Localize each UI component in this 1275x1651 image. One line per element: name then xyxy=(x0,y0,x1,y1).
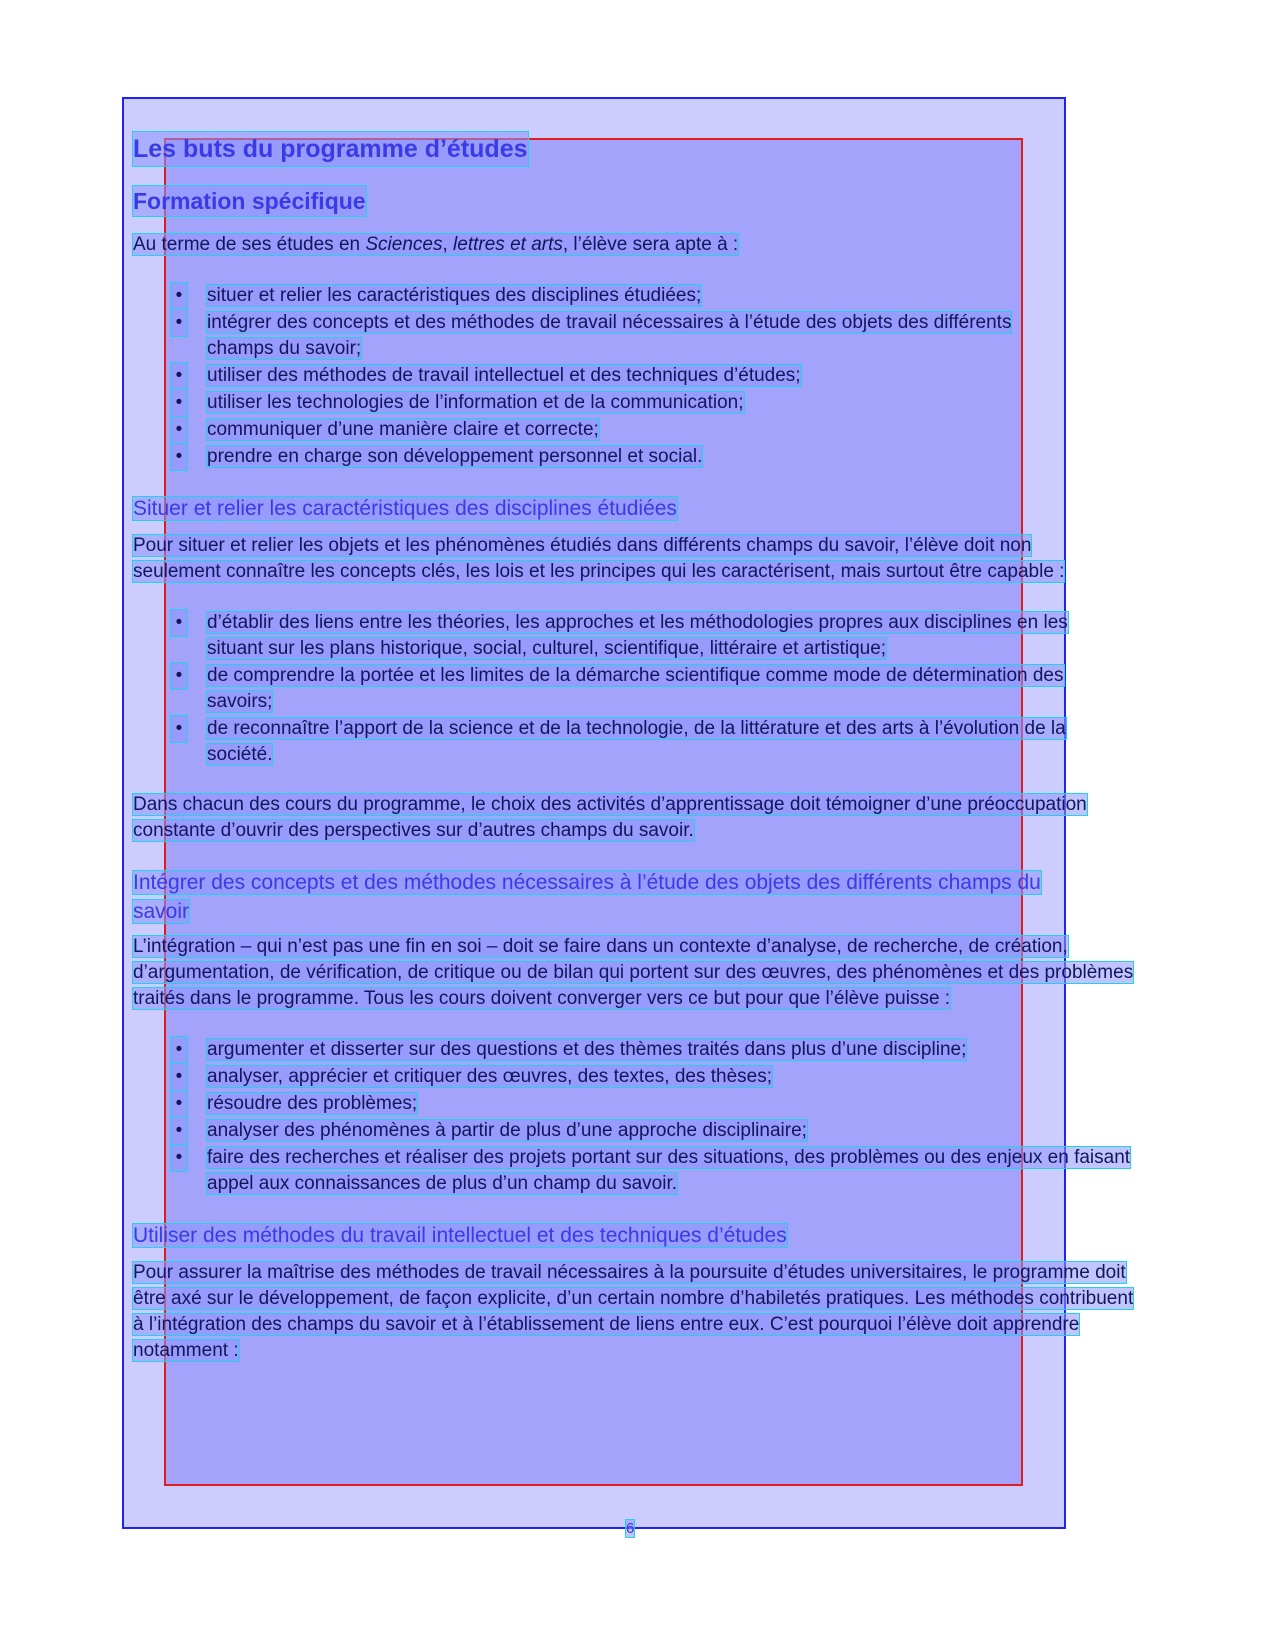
page-title: Les buts du programme d’études xyxy=(133,132,528,166)
list-item: • argumenter et disserter sur des questions et des thèmes traités dans plus d’une discipline; xyxy=(133,1037,1143,1063)
paragraph-integrer: L’intégration – qui n’est pas une fin en soi – doit se faire dans un contexte d’analyse, de recherche, de création, d’argumentation, de vérification, de critique ou de bilan qui portent sur des œuvres, des phénomènes et des problèmes traités dans le programme. Tous les cours doivent converger vers ce but pour que l’élève puisse : xyxy=(133,936,1134,1009)
list-item: • utiliser des méthodes de travail intellectuel et des techniques d’études; xyxy=(133,363,1063,389)
paragraph-utiliser: Pour assurer la maîtrise des méthodes de travail nécessaires à la poursuite d’études universitaires, le programme doit être axé sur le développement, de façon explicite, d’un certain nombre d’habiletés pratiques. Les méthodes contribuent à l’intégration des champs du savoir et à l’établissement de liens entre eux. C’est pourquoi l’élève doit apprendre notamment : xyxy=(133,1262,1134,1361)
list-item: • situer et relier les caractéristiques des disciplines étudiées; xyxy=(133,283,1063,309)
list-item: • prendre en charge son développement personnel et social. xyxy=(133,444,1063,470)
situer-list xyxy=(133,610,1093,768)
document-content xyxy=(133,132,1143,1364)
intro-text: Au terme de ses études en Sciences, lettres et arts, l’élève sera apte à : xyxy=(133,234,739,255)
list-item: • utiliser les technologies de l’information et de la communication; xyxy=(133,390,1063,416)
list-item: • faire des recherches et réaliser des projets portant sur des situations, des problèmes ou des enjeux en faisant appel aux connaissances de plus d’un champ du savoir. xyxy=(133,1145,1143,1197)
section-heading-situer: Situer et relier les caractéristiques des disciplines étudiées xyxy=(133,497,677,520)
list-item: • analyser, apprécier et critiquer des œuvres, des textes, des thèses; xyxy=(133,1064,1143,1090)
list-item: • de comprendre la portée et les limites de la démarche scientifique comme mode de détermination des savoirs; xyxy=(133,663,1093,715)
paragraph-closing-situer: Dans chacun des cours du programme, le choix des activités d’apprentissage doit témoigner d’une préoccupation constante d’ouvrir des perspectives sur d’autres champs du savoir. xyxy=(133,794,1087,841)
list-item: • analyser des phénomènes à partir de plus d’une approche disciplinaire; xyxy=(133,1118,1143,1144)
list-item: • de reconnaître l’apport de la science et de la technologie, de la littérature et des arts à l’évolution de la société. xyxy=(133,716,1093,768)
intro-paragraph xyxy=(133,232,1143,258)
section-subtitle: Formation spécifique xyxy=(133,188,366,214)
integrer-list xyxy=(133,1037,1143,1197)
list-item: • d’établir des liens entre les théories, les approches et les méthodologies propres aux disciplines en les situant sur les plans historique, social, culturel, scientifique, littéraire et artistique; xyxy=(133,610,1093,662)
section-heading-utiliser: Utiliser des méthodes du travail intellectuel et des techniques d’études xyxy=(133,1224,787,1247)
paragraph-situer: Pour situer et relier les objets et les phénomènes étudiés dans différents champs du savoir, l’élève doit non seulement connaître les concepts clés, les lois et les principes qui les caractérisent, mais surtout être capable : xyxy=(133,535,1065,582)
list-item: • résoudre des problèmes; xyxy=(133,1091,1143,1117)
section-heading-integrer: Intégrer des concepts et des méthodes nécessaires à l’étude des objets des différents champs du savoir xyxy=(133,871,1041,923)
page-number: 6 xyxy=(626,1520,635,1537)
list-item: • communiquer d’une manière claire et correcte; xyxy=(133,417,1063,443)
goals-list xyxy=(133,283,1063,470)
list-item: • intégrer des concepts et des méthodes de travail nécessaires à l’étude des objets des différents champs du savoir; xyxy=(133,310,1063,362)
